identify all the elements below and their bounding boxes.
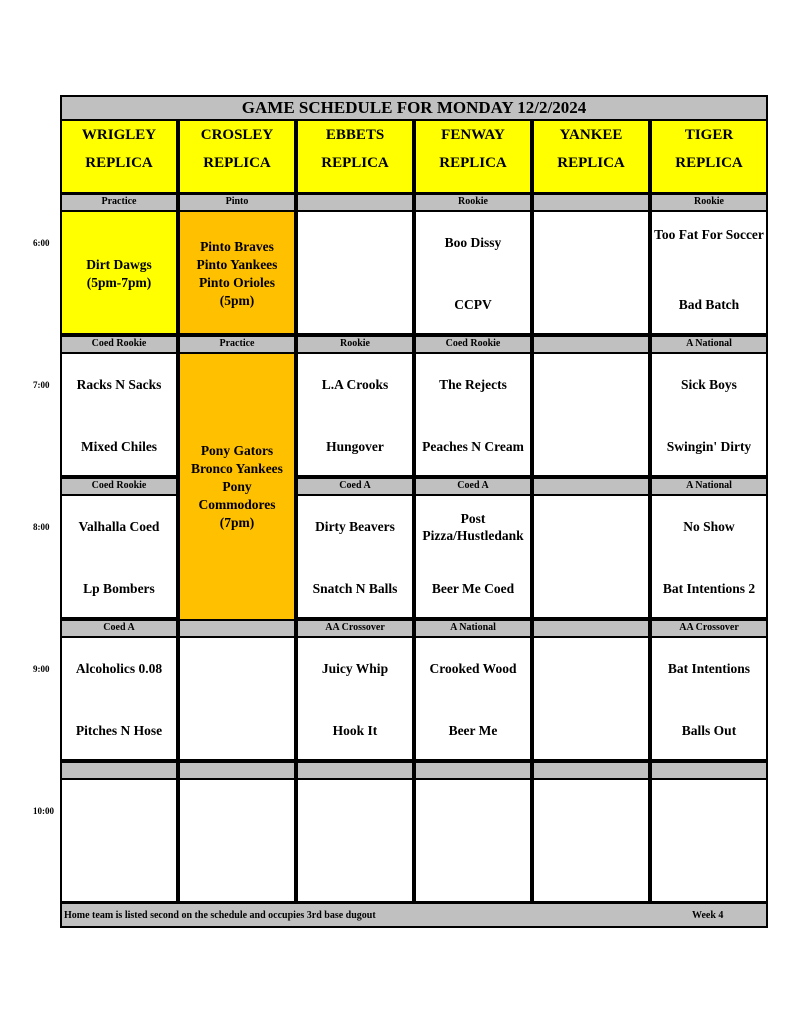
game-slot [650, 778, 768, 903]
game-slot [296, 210, 414, 335]
game-slot [296, 636, 414, 761]
division-label: Coed Rookie [60, 477, 178, 496]
game-slot [532, 352, 650, 477]
away-team: Alcoholics 0.08 [75, 661, 163, 676]
game-slot [650, 210, 768, 335]
division-label: Pinto [178, 193, 296, 212]
division-label: Coed A [60, 619, 178, 638]
away-team: No Show [683, 519, 735, 534]
away-team: Boo Dissy [444, 235, 502, 250]
field-subtitle: REPLICA [557, 155, 625, 171]
division-label: Rookie [296, 335, 414, 354]
away-team: Juicy Whip [321, 661, 389, 676]
block-line: Pony [222, 479, 252, 494]
game-slot [532, 210, 650, 335]
block-line: (7pm) [219, 515, 255, 530]
game-slot [414, 494, 532, 619]
block-line: (5pm) [219, 293, 255, 308]
game-slot [296, 494, 414, 619]
away-team: Post Pizza/Hustledank [422, 511, 524, 543]
away-team: Sick Boys [681, 377, 737, 392]
wrigley-practice-block [60, 210, 178, 335]
division-label: Rookie [414, 193, 532, 212]
block-line: (5pm-7pm) [86, 275, 152, 290]
time-label: 6:00 [33, 238, 50, 248]
home-team: Beer Me Coed [431, 581, 515, 596]
away-team: Dirty Beavers [315, 519, 395, 534]
block-line: Bronco Yankees [191, 461, 283, 476]
crosley-pony-block [178, 352, 296, 621]
home-team: CCPV [454, 297, 492, 312]
game-slot [650, 636, 768, 761]
crosley-pinto-block [178, 210, 296, 335]
game-slot [532, 494, 650, 619]
division-label: AA Crossover [296, 619, 414, 638]
time-label: 8:00 [33, 522, 50, 532]
away-team: L.A Crooks [321, 377, 389, 392]
field-subtitle: REPLICA [85, 155, 153, 171]
block-line: Dirt Dawgs [86, 257, 152, 272]
home-team: Beer Me [448, 723, 498, 738]
field-subtitle: REPLICA [203, 155, 271, 171]
division-label: Coed A [296, 477, 414, 496]
game-slot [532, 778, 650, 903]
game-slot [650, 494, 768, 619]
division-label: Practice [178, 335, 296, 354]
division-label: Rookie [650, 193, 768, 212]
home-team: Bat Intentions 2 [662, 581, 756, 596]
away-team: Racks N Sacks [76, 377, 162, 392]
away-team: Too Fat For Soccer [654, 227, 764, 242]
block-line: Pinto Yankees [196, 257, 278, 272]
footer-bar [60, 902, 768, 928]
game-slot [60, 494, 178, 619]
block-line: Pinto Orioles [198, 275, 276, 290]
field-name: TIGER [684, 127, 734, 143]
home-team: Pitches N Hose [75, 723, 163, 738]
week-label: Week 4 [692, 910, 724, 921]
field-header-yankee [532, 119, 650, 194]
field-name: YANKEE [559, 127, 623, 143]
field-subtitle: REPLICA [439, 155, 507, 171]
division-label: Coed Rookie [60, 335, 178, 354]
game-slot [296, 352, 414, 477]
game-slot [296, 778, 414, 903]
field-subtitle: REPLICA [321, 155, 389, 171]
field-header-wrigley [60, 119, 178, 194]
game-slot [60, 636, 178, 761]
block-line: Commodores [198, 497, 276, 512]
game-slot [414, 636, 532, 761]
home-team: Lp Bombers [83, 581, 155, 596]
game-slot [414, 778, 532, 903]
home-team: Mixed Chiles [80, 439, 158, 454]
division-label: A National [414, 619, 532, 638]
home-team: Hungover [326, 439, 384, 454]
away-team: The Rejects [439, 377, 507, 392]
game-slot [414, 352, 532, 477]
home-team: Balls Out [681, 723, 737, 738]
home-team-note: Home team is listed second on the schedule and occupies 3rd base dugout [64, 910, 376, 921]
page-title: GAME SCHEDULE FOR MONDAY 12/2/2024 [60, 95, 768, 121]
division-label: AA Crossover [650, 619, 768, 638]
home-team: Swingin' Dirty [666, 439, 752, 454]
field-name: EBBETS [325, 127, 385, 143]
time-label: 10:00 [33, 806, 54, 816]
division-label: A National [650, 477, 768, 496]
home-team: Snatch N Balls [312, 581, 398, 596]
game-slot [60, 778, 178, 903]
division-label: A National [650, 335, 768, 354]
game-slot [178, 778, 296, 903]
division-label: Coed Rookie [414, 335, 532, 354]
home-team: Peaches N Cream [422, 439, 524, 454]
field-name: WRIGLEY [81, 127, 157, 143]
game-slot [532, 636, 650, 761]
game-slot [414, 210, 532, 335]
away-team: Valhalla Coed [78, 519, 160, 534]
game-slot [60, 352, 178, 477]
game-slot [650, 352, 768, 477]
away-team: Bat Intentions [667, 661, 751, 676]
field-header-crosley [178, 119, 296, 194]
home-team: Hook It [332, 723, 378, 738]
game-slot [178, 636, 296, 761]
field-subtitle: REPLICA [675, 155, 743, 171]
division-label: Practice [60, 193, 178, 212]
block-line: Pinto Braves [200, 239, 274, 254]
time-label: 7:00 [33, 380, 50, 390]
field-header-tiger [650, 119, 768, 194]
field-name: CROSLEY [200, 127, 274, 143]
division-label: Coed A [414, 477, 532, 496]
away-team: Crooked Wood [429, 661, 517, 676]
block-line: Pony Gators [200, 443, 274, 458]
field-header-fenway [414, 119, 532, 194]
field-name: FENWAY [441, 127, 505, 143]
field-header-ebbets [296, 119, 414, 194]
home-team: Bad Batch [678, 297, 740, 312]
time-label: 9:00 [33, 664, 50, 674]
